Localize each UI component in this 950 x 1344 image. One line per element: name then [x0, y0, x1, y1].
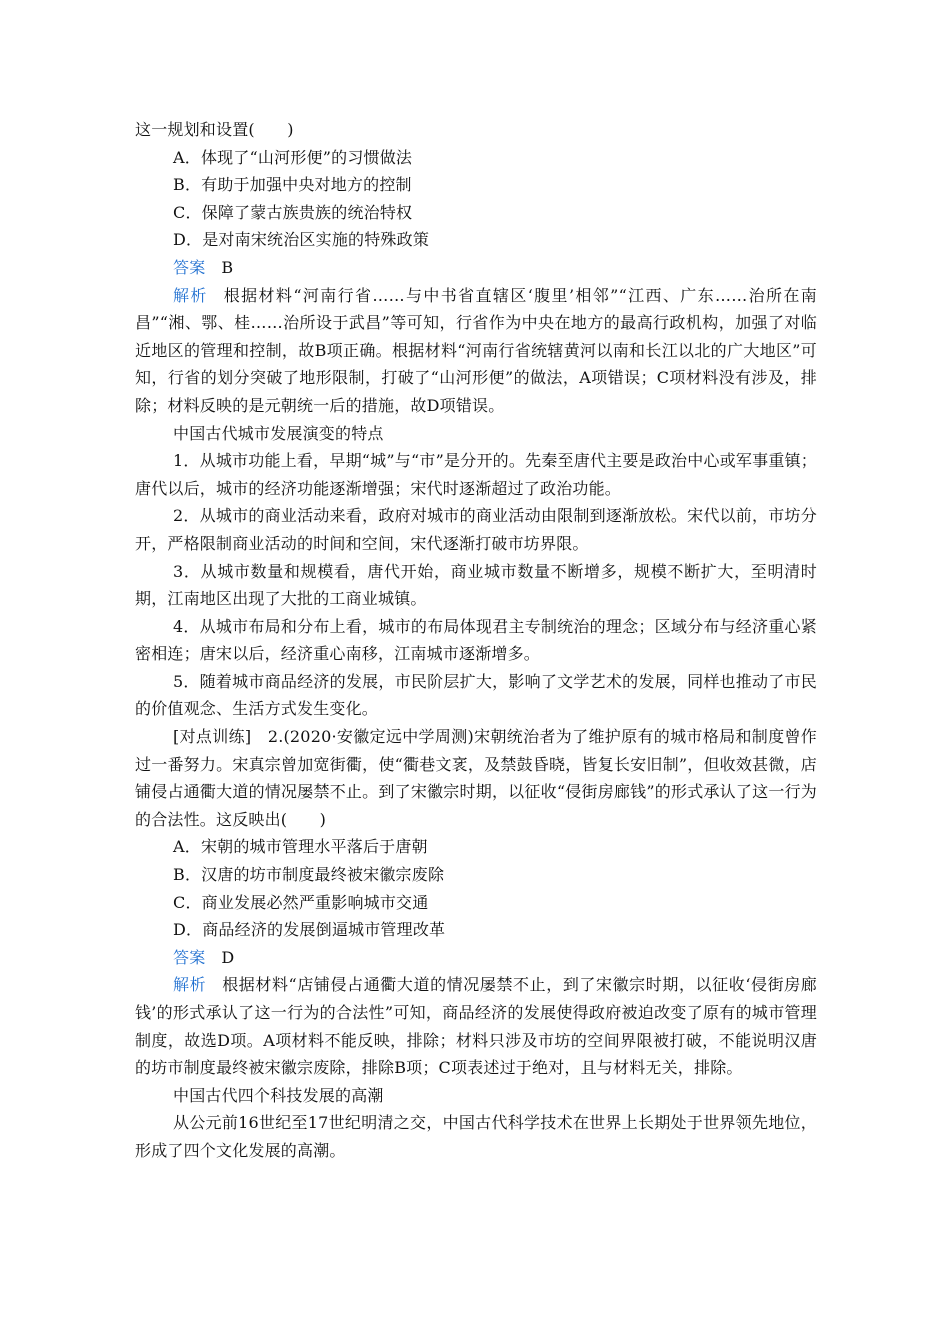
analysis-label: 解析 — [173, 285, 208, 305]
analysis-label: 解析 — [173, 975, 207, 995]
point-5: 5．随着城市商品经济的发展，市民阶层扩大，影响了文学艺术的发展，同样也推动了市民的价值观念、生活方式发生变化。 — [135, 671, 817, 719]
option-c: C．商业发展必然严重影响城市交通 — [173, 892, 429, 912]
analysis-text: 根据材料“店铺侵占通衢大道的情况屡禁不止，到了宋徽宗时期，以征收‘侵街房廊钱’的形式承认了这一行为的合法性”可知，商品经济的发展使得政府被迫改变了原有的城市管理制度，故选D项。A项材料不能反映，排除；材料只涉及市坊的空间界限被打破，不能说明汉唐的坊市制度最终被宋徽宗废除，排除B项；C项表述过于绝对，且与材料无关，排除。 — [135, 975, 817, 1078]
document-page — [135, 116, 817, 1165]
answer-line — [135, 254, 817, 282]
analysis-paragraph — [135, 971, 817, 1081]
point-2: 2．从城市的商业活动来看，政府对城市的商业活动由限制到逐渐放松。宋代以前，市坊分开，严格限制商业活动的时间和空间，宋代逐渐打破市坊界限。 — [135, 506, 817, 553]
answer-label: 答案 — [173, 257, 206, 277]
answer-value: D — [221, 947, 235, 967]
answer-label: 答案 — [173, 947, 206, 967]
answer-line — [135, 944, 817, 972]
analysis-paragraph — [135, 282, 817, 420]
section-title: 中国古代城市发展演变的特点 — [173, 423, 384, 443]
section-title: 中国古代四个科技发展的高潮 — [173, 1085, 384, 1105]
answer-value: B — [221, 257, 234, 277]
option-a: A．体现了“山河形便”的习惯做法 — [173, 147, 413, 167]
option-c: C．保障了蒙古族贵族的统治特权 — [173, 202, 413, 222]
analysis-text: 根据材料“河南行省……与中书省直辖区‘腹里’相邻”“江西、广东……治所在南昌”“湘、鄂、桂……治所设于武昌”等可知，行省作为中央在地方的最高行政机构，加强了对临近地区的管理和控制，故B项正确。根据材料“河南行省统辖黄河以南和长江以北的广大地区”可知，行省的划分突破了地形限制，打破了“山河形便”的做法，A项错误；C项材料没有涉及，排除；材料反映的是元朝统一后的措施，故D项错误。 — [135, 285, 817, 415]
option-b: B．有助于加强中央对地方的控制 — [173, 175, 412, 195]
practice-question: [对点训练] 2.(2020·安徽定远中学周测)宋朝统治者为了维护原有的城市格局和制度曾作过一番努力。宋真宗曾加宽街衢，使“衢巷文衺，及禁鼓昏晓，皆复长安旧制”，但收效甚微，店铺侵占通衢大道的情况屡禁不止。到了宋徽宗时期，以征收“侵街房廊钱”的形式承认了这一行为的合法性。这反映出( ) — [135, 727, 817, 829]
question-stem-tail: 这一规划和设置( ) — [135, 120, 294, 139]
option-d: D．商品经济的发展倒逼城市管理改革 — [173, 920, 446, 940]
point-3: 3．从城市数量和规模看，唐代开始，商业城市数量不断增多，规模不断扩大，至明清时期，江南地区出现了大批的工商业城镇。 — [135, 561, 817, 609]
point-1: 1．从城市功能上看，早期“城”与“市”是分开的。先秦至唐代主要是政治中心或军事重镇；唐代以后，城市的经济功能逐渐增强；宋代时逐渐超过了政治功能。 — [135, 451, 817, 498]
section-text: 从公元前16世纪至17世纪明清之交，中国古代科学技术在世界上长期处于世界领先地位，形成了四个文化发展的高潮。 — [135, 1113, 817, 1160]
option-a: A．宋朝的城市管理水平落后于唐朝 — [173, 837, 428, 857]
point-4: 4．从城市布局和分布上看，城市的布局体现君主专制统治的理念；区域分布与经济重心紧密相连；唐宋以后，经济重心南移，江南城市逐渐增多。 — [135, 616, 817, 664]
option-b: B．汉唐的坊市制度最终被宋徽宗废除 — [173, 865, 445, 885]
option-d: D．是对南宋统治区实施的特殊政策 — [173, 230, 430, 250]
